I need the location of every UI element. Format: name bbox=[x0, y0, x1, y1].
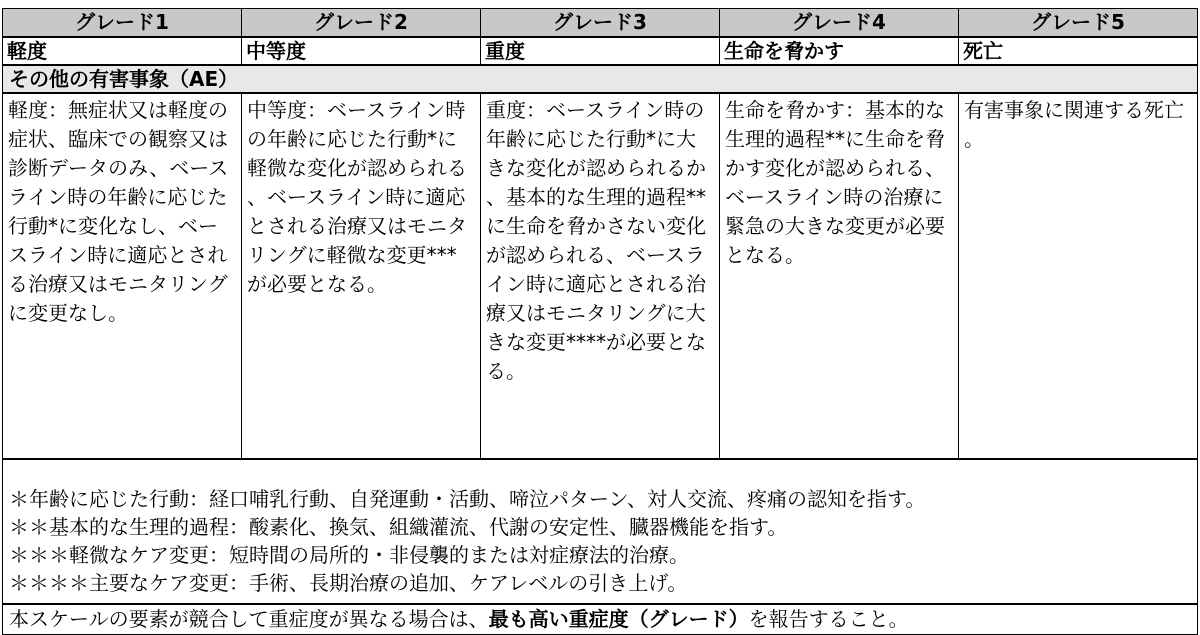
grade2-severity-cell: 中等度 bbox=[242, 37, 481, 65]
grade-header-row bbox=[3, 9, 1198, 37]
grade2-description-cell: 中等度：ベースライン時の年齢に応じた行動*に軽微な変化が認められる、ベースライン時に適応とされる治療又はモニタリングに軽微な変更***が必要となる。 bbox=[242, 93, 481, 459]
footnotes-row bbox=[3, 459, 1198, 604]
final-note-prefix: 本スケールの要素が競合して重症度が異なる場合は、 bbox=[9, 606, 489, 631]
footnote-major-care-change: ＊＊＊＊主要なケア変更：手術、長期治療の追加、ケアレベルの引き上げ。 bbox=[9, 570, 688, 595]
footnote-minor-care-change: ＊＊＊軽微なケア変更：短時間の局所的・非侵襲的または対症療法的治療。 bbox=[9, 542, 689, 567]
grade5-description-cell: 有害事象に関連する死亡。 bbox=[959, 93, 1198, 459]
ae-grading-table bbox=[2, 8, 1198, 635]
final-note-cell bbox=[3, 604, 1198, 635]
grade3-description-cell: 重度：ベースライン時の年齢に応じた行動*に大きな変化が認められるか、基本的な生理的過程**に生命を脅かさない変化が認められる、ベースライン時に適応とされる治療又はモニタリングに大きな変更****が必要となる。 bbox=[481, 93, 720, 459]
grade4-header-cell: グレード4 bbox=[720, 9, 959, 37]
grade4-severity-cell: 生命を脅かす bbox=[720, 37, 959, 65]
severity-label-row bbox=[3, 37, 1198, 65]
final-note-bold: 最も高い重症度（グレード） bbox=[488, 606, 749, 631]
final-note-row bbox=[3, 604, 1198, 635]
grade3-severity-cell: 重度 bbox=[481, 37, 720, 65]
section-header-row bbox=[3, 65, 1198, 93]
grade1-description-cell: 軽度：無症状又は軽度の症状、臨床での観察又は診断データのみ、ベースライン時の年齢に応じた行動*に変化なし、ベースライン時に適応とされる治療又はモニタリングに変更なし。 bbox=[3, 93, 242, 459]
section-header-cell: その他の有害事象（AE） bbox=[3, 65, 1198, 93]
grade1-severity-cell: 軽度 bbox=[3, 37, 242, 65]
grade4-description-cell: 生命を脅かす：基本的な生理的過程**に生命を脅かす変化が認められる、ベースライン時の治療に緊急の大きな変更が必要となる。 bbox=[720, 93, 959, 459]
footnote-age-appropriate-behavior: ＊年齢に応じた行動：経口哺乳行動、自発運動・活動、啼泣パターン、対人交流、疼痛の認知を指す。 bbox=[9, 486, 926, 511]
grade2-header-cell: グレード2 bbox=[242, 9, 481, 37]
footnote-basic-physiological-processes: ＊＊基本的な生理的過程：酸素化、換気、組織灌流、代謝の安定性、臓器機能を指す。 bbox=[9, 514, 788, 539]
grade3-header-cell: グレード3 bbox=[481, 9, 720, 37]
final-note-suffix: を報告すること。 bbox=[748, 606, 909, 631]
footnotes-cell bbox=[3, 459, 1198, 604]
grade-description-row bbox=[3, 93, 1198, 459]
grade1-header-cell: グレード1 bbox=[3, 9, 242, 37]
grade5-header-cell: グレード5 bbox=[959, 9, 1198, 37]
grade5-severity-cell: 死亡 bbox=[959, 37, 1198, 65]
